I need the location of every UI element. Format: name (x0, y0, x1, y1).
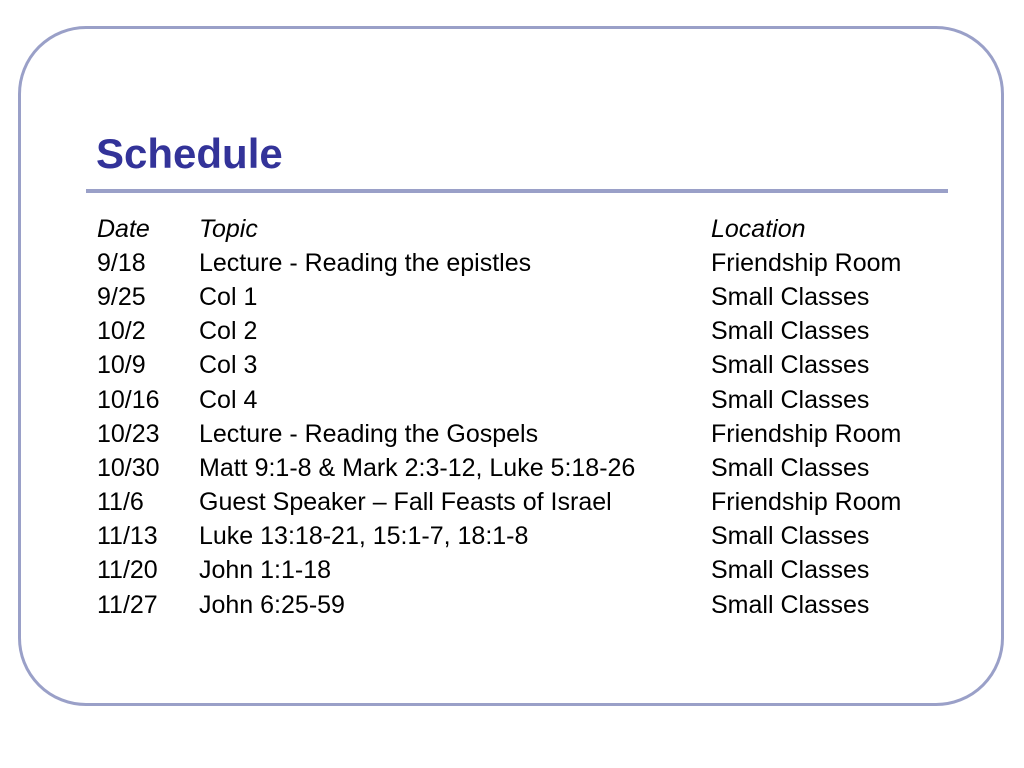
header-location: Location (711, 214, 806, 243)
table-row (97, 520, 951, 554)
table-row (97, 451, 951, 485)
cell-location: Friendship Room (711, 248, 902, 277)
cell-topic: Col 1 (199, 282, 258, 311)
slide-title: Schedule (96, 130, 283, 177)
cell-location: Small Classes (711, 556, 870, 585)
table-row (97, 349, 951, 383)
table-row (97, 417, 951, 451)
cell-date: 10/30 (97, 453, 160, 482)
cell-topic: John 1:1-18 (199, 556, 332, 585)
cell-date: 10/9 (97, 351, 146, 380)
table-row (97, 315, 951, 349)
cell-topic: Col 4 (199, 385, 258, 414)
cell-date: 9/18 (97, 248, 146, 277)
cell-location: Small Classes (711, 282, 870, 311)
cell-topic: Guest Speaker – Fall Feasts of Israel (199, 488, 612, 517)
cell-date: 9/25 (97, 282, 146, 311)
cell-date: 11/6 (97, 488, 144, 517)
cell-topic: Lecture - Reading the Gospels (199, 419, 539, 448)
cell-location: Small Classes (711, 317, 870, 346)
cell-location: Friendship Room (711, 419, 902, 448)
cell-location: Small Classes (711, 385, 870, 414)
table-row (97, 554, 951, 588)
cell-date: 10/16 (97, 385, 160, 414)
cell-date: 10/2 (97, 317, 146, 346)
table-row (97, 383, 951, 417)
cell-location: Small Classes (711, 590, 870, 619)
cell-topic: Col 2 (199, 317, 258, 346)
schedule-table (97, 212, 951, 622)
cell-date: 11/13 (97, 522, 158, 551)
table-row (97, 588, 951, 622)
table-row (97, 280, 951, 314)
table-row (97, 486, 951, 520)
cell-location: Small Classes (711, 351, 870, 380)
cell-topic: Lecture - Reading the epistles (199, 248, 532, 277)
cell-topic: Col 3 (199, 351, 258, 380)
cell-date: 11/20 (97, 556, 158, 585)
cell-location: Friendship Room (711, 488, 902, 517)
cell-location: Small Classes (711, 522, 870, 551)
cell-date: 10/23 (97, 419, 160, 448)
table-header-row (97, 212, 951, 246)
cell-date: 11/27 (97, 590, 158, 619)
cell-topic: Luke 13:18-21, 15:1-7, 18:1-8 (199, 522, 529, 551)
header-topic: Topic (199, 214, 258, 243)
title-divider (86, 189, 948, 193)
cell-location: Small Classes (711, 453, 870, 482)
cell-topic: Matt 9:1-8 & Mark 2:3-12, Luke 5:18-26 (199, 453, 636, 482)
table-row (97, 246, 951, 280)
cell-topic: John 6:25-59 (199, 590, 345, 619)
header-date: Date (97, 214, 150, 243)
